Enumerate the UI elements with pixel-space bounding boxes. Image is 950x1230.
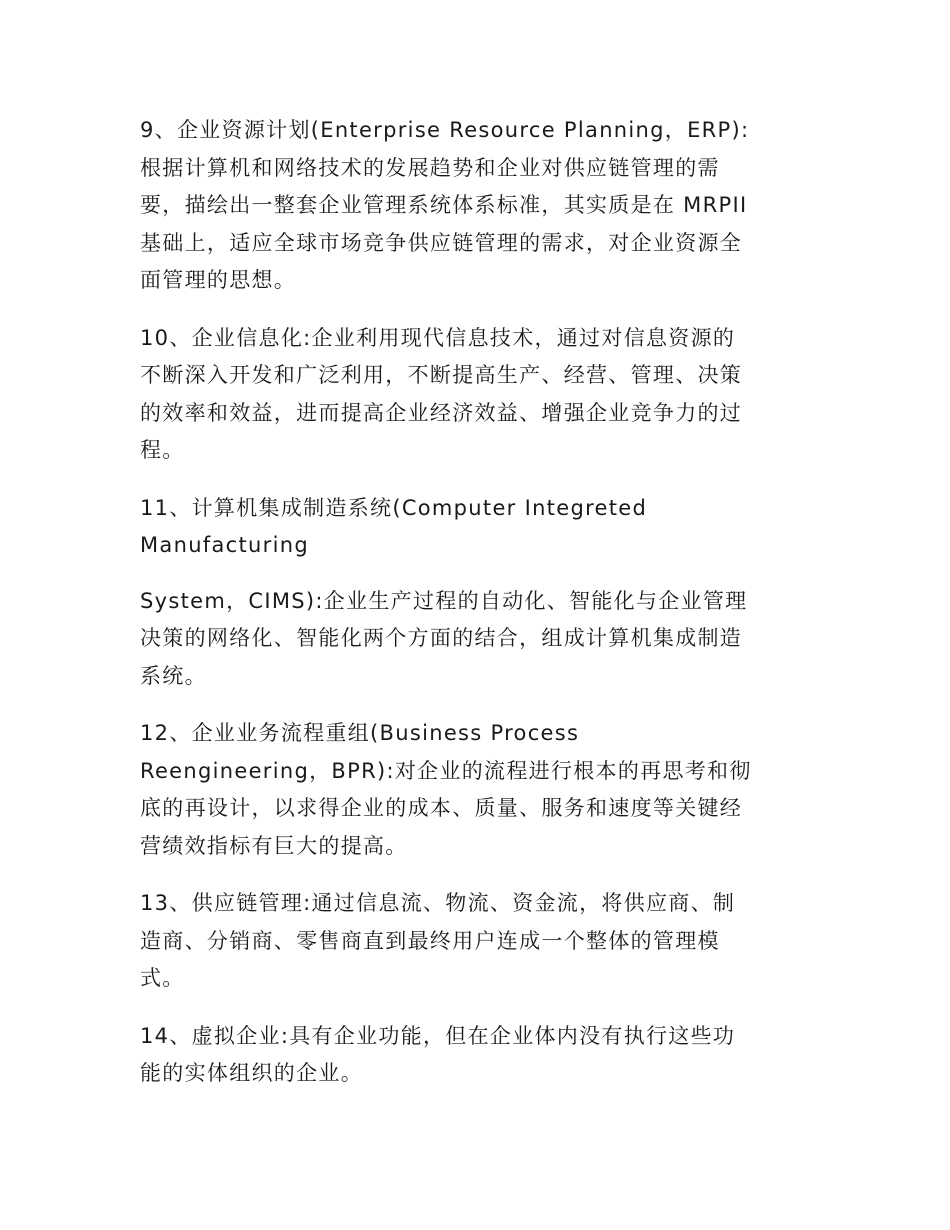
text-line: 10、企业信息化:企业利用现代信息技术，通过对信息资源的: [140, 325, 736, 350]
text-line: 基础上，适应全球市场竞争供应链管理的需求，对企业资源全: [140, 230, 743, 255]
text-line: 能的实体组织的企业。: [140, 1061, 363, 1085]
text-line: 面管理的思想。: [140, 268, 297, 292]
text-line: 式。: [140, 966, 185, 990]
paragraph-cims-heading: [140, 490, 812, 565]
text-line: 不断深入开发和广泛利用，不断提高生产、经营、管理、决策: [140, 363, 743, 387]
text-line: 12、企业业务流程重组(Business Process: [140, 721, 580, 745]
text-line: 14、虚拟企业:具有企业功能，但在企业体内没有执行这些功: [140, 1023, 736, 1048]
text-line: 决策的网络化、智能化两个方面的结合，组成计算机集成制造: [140, 626, 743, 650]
text-line: 根据计算机和网络技术的发展趋势和企业对供应链管理的需: [140, 155, 720, 180]
paragraph-cims-body: [140, 583, 812, 696]
paragraph-virtual-enterprise: [140, 1018, 812, 1093]
text-line: Manufacturing: [140, 533, 309, 557]
paragraph-erp: [140, 112, 812, 300]
document-body: [140, 112, 812, 1113]
paragraph-bpr: [140, 715, 812, 865]
text-line: 底的再设计，以求得企业的成本、质量、服务和速度等关键经: [140, 796, 743, 820]
text-line: 13、供应链管理:通过信息流、物流、资金流，将供应商、制: [140, 891, 736, 915]
paragraph-supply-chain-management: [140, 885, 812, 998]
text-line: Reengineering，BPR):对企业的流程进行根本的再思考和彻: [140, 758, 752, 783]
paragraph-enterprise-informatization: [140, 320, 812, 470]
text-line: 程。: [140, 438, 185, 462]
text-line: 营绩效指标有巨大的提高。: [140, 833, 408, 858]
text-line: 11、计算机集成制造系统(Computer Integreted: [140, 495, 648, 520]
text-line: 系统。: [140, 663, 207, 688]
text-line: 的效率和效益，进而提高企业经济效益、增强企业竞争力的过: [140, 400, 743, 425]
text-line: System，CIMS):企业生产过程的自动化、智能化与企业管理: [140, 588, 748, 613]
text-line: 造商、分销商、零售商直到最终用户连成一个整体的管理模: [140, 928, 720, 953]
text-line: 要，描绘出一整套企业管理系统体系标准，其实质是在 MRPII: [140, 193, 748, 217]
text-line: 9、企业资源计划(Enterprise Resource Planning，ERP):: [140, 118, 750, 142]
